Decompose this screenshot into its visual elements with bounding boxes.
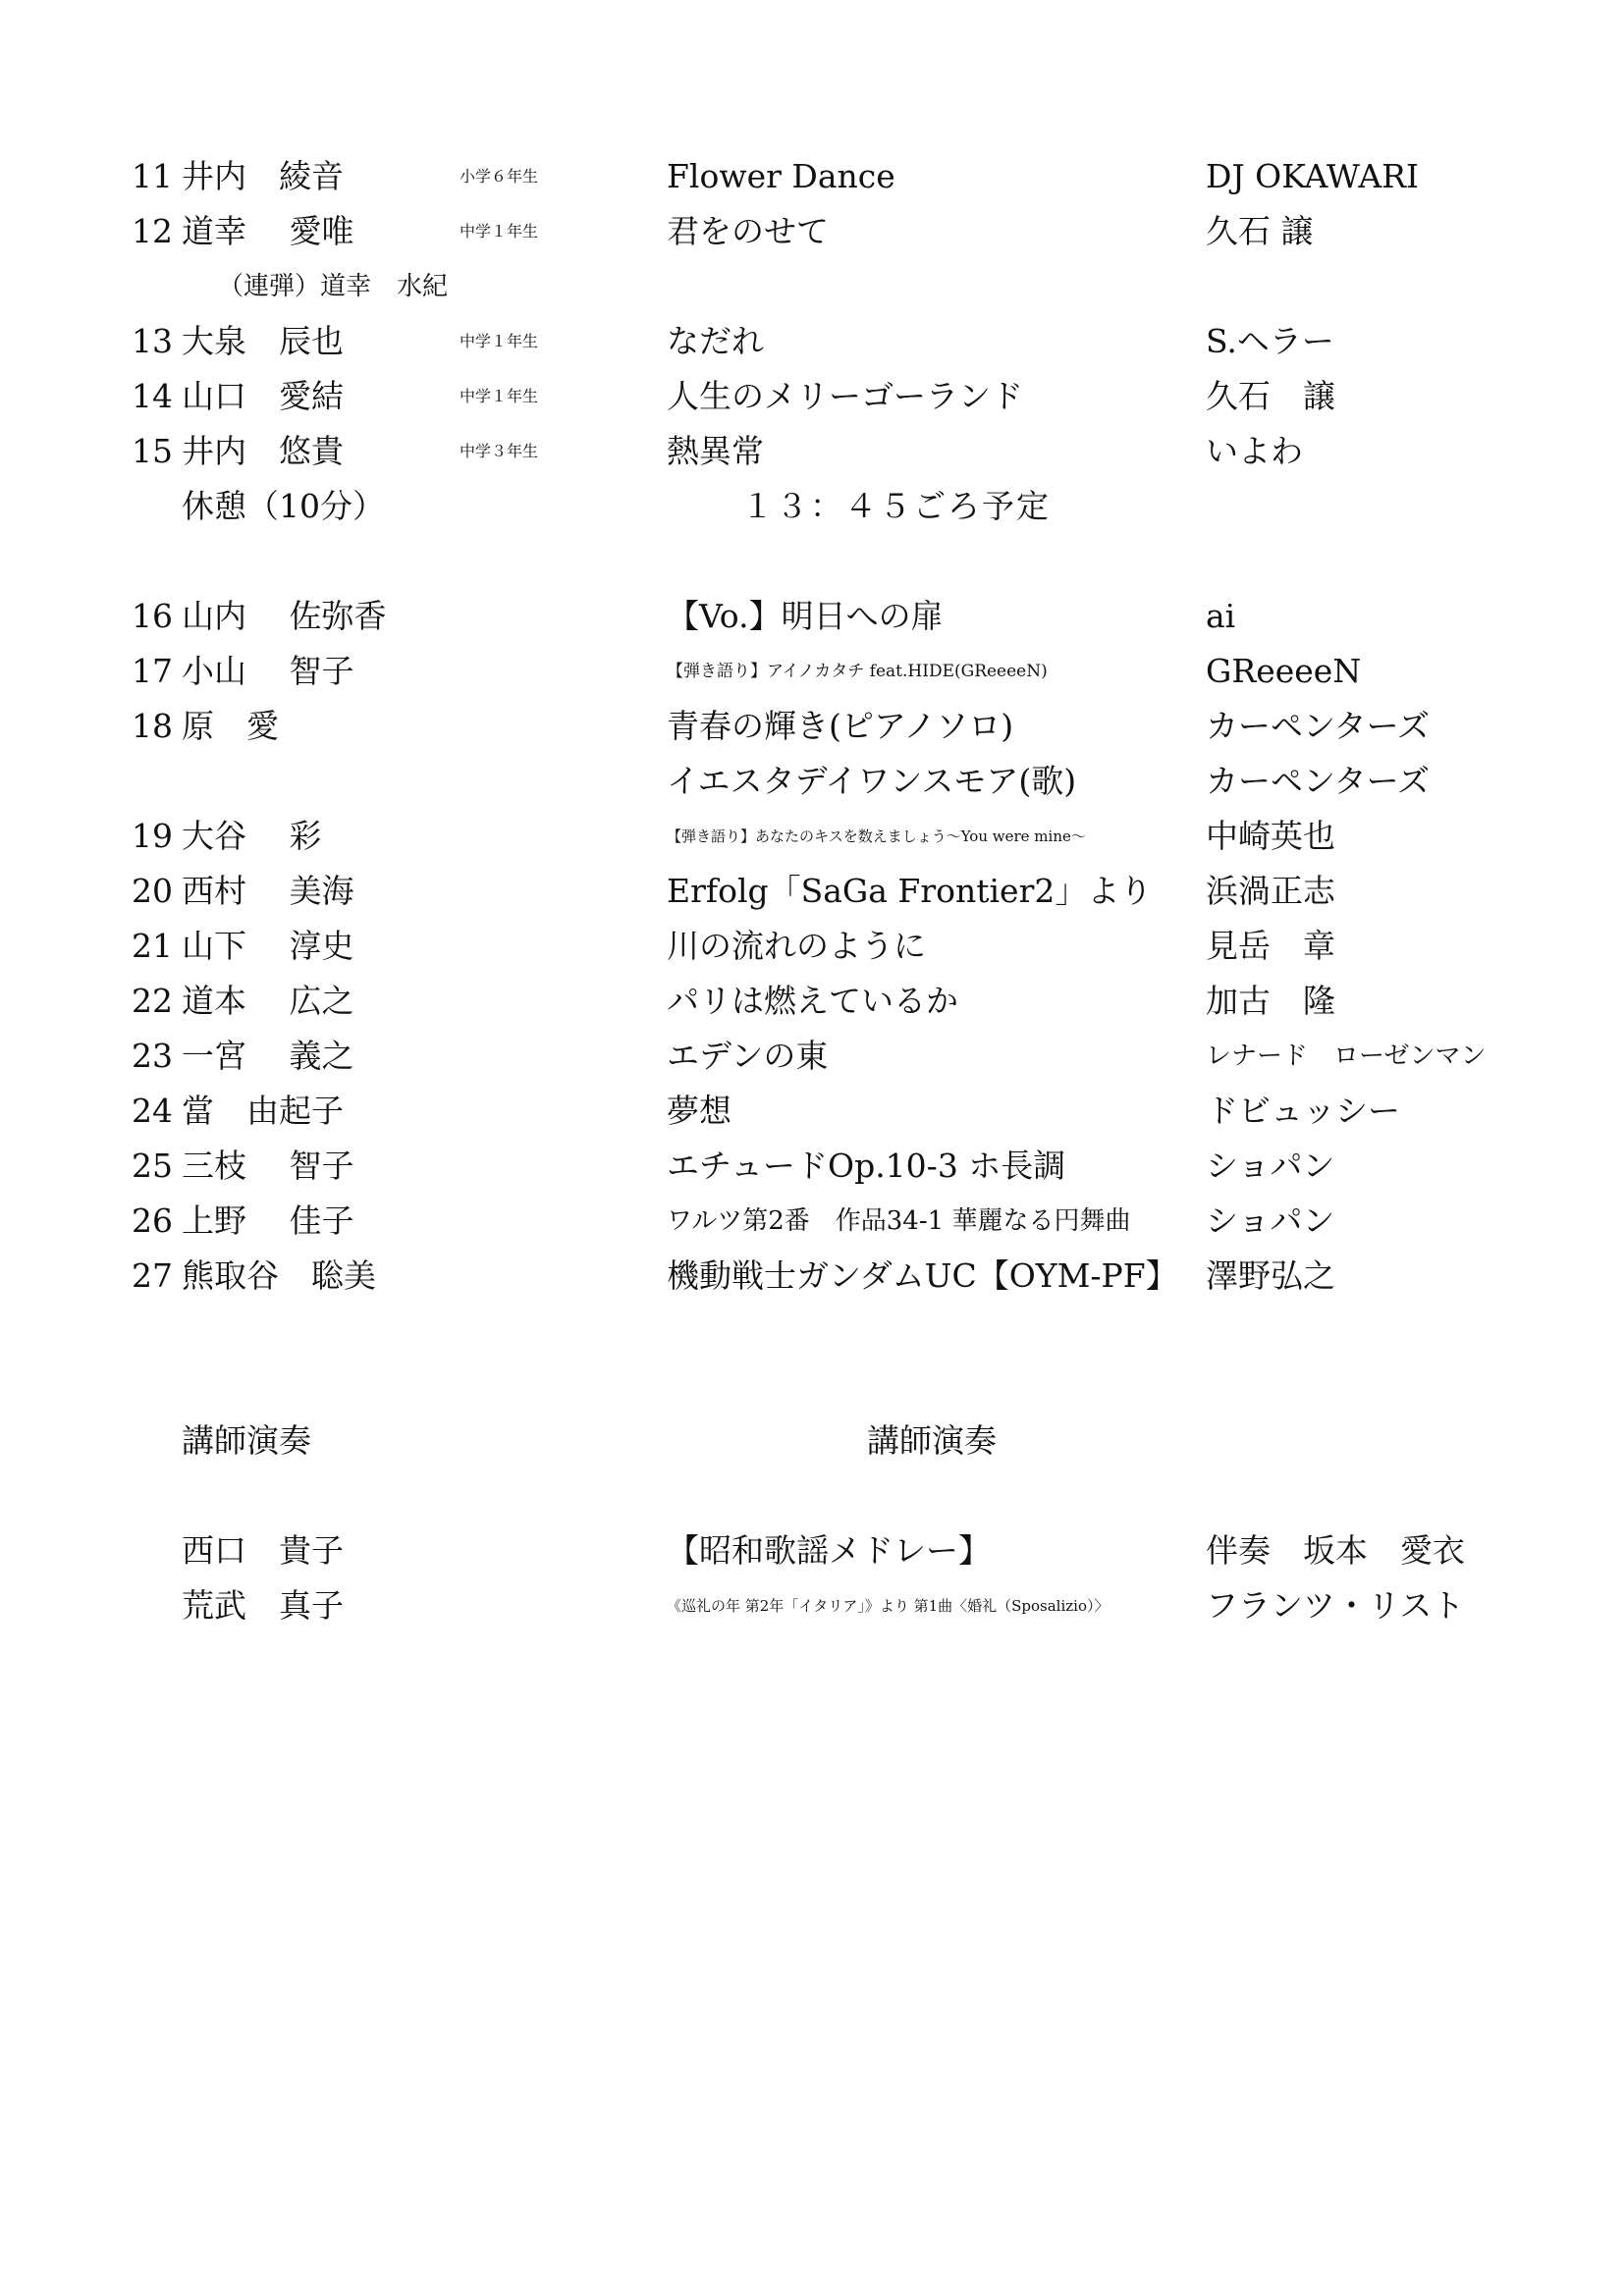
program-row <box>0 919 1624 974</box>
performance-number: 19 <box>132 817 173 855</box>
piece-title: 【弾き語り】あなたのキスを数えましょう〜You were mine〜 <box>667 828 1086 845</box>
performance-number: 16 <box>132 597 173 635</box>
composer: いよわ <box>1206 432 1303 470</box>
school-grade: 中学１年生 <box>460 222 539 240</box>
composer: レナード ローゼンマン <box>1206 1041 1487 1071</box>
performer-name: 三枝 智子 <box>182 1147 354 1185</box>
intermission-row <box>0 479 1624 534</box>
composer: カーペンターズ <box>1206 762 1431 800</box>
performer-name: 一宮 義之 <box>182 1037 354 1075</box>
composer: DJ OKAWARI <box>1206 157 1420 195</box>
duet-note-row <box>0 259 1624 314</box>
intermission-schedule: １３：４５ごろ予定 <box>741 487 1051 525</box>
program-row <box>0 864 1624 919</box>
performer-name: 井内 綾音 <box>182 157 344 195</box>
program-row <box>0 589 1624 644</box>
piece-title: 《巡礼の年 第2年「イタリア」》より 第1曲〈婚礼（Sposalizio）〉 <box>667 1597 1110 1615</box>
program-row <box>0 754 1624 809</box>
composer: 加古 隆 <box>1206 982 1335 1020</box>
performer-name: 山下 淳史 <box>182 927 354 965</box>
performance-number: 12 <box>132 212 173 250</box>
composer: 見岳 章 <box>1206 927 1335 965</box>
composer: S.ヘラー <box>1206 322 1334 360</box>
performer-name: 道幸 愛唯 <box>182 212 354 250</box>
composer: ai <box>1206 597 1236 635</box>
performance-number: 26 <box>132 1201 173 1240</box>
program-row <box>0 699 1624 754</box>
program-row <box>0 1194 1624 1249</box>
piece-title: 【昭和歌謡メドレー】 <box>667 1531 991 1570</box>
piece-title: Flower Dance <box>667 157 895 195</box>
composer: 澤野弘之 <box>1206 1256 1335 1295</box>
piece-title: 機動戦士ガンダムUC【OYM-PF】 <box>667 1256 1178 1295</box>
piece-title: 【弾き語り】アイノカタチ feat.HIDE(GReeeeN) <box>667 662 1048 681</box>
piece-title: 青春の輝き(ピアノソロ) <box>667 707 1014 745</box>
performer-name: 井内 悠貴 <box>182 432 344 470</box>
program-row <box>0 1249 1624 1304</box>
piece-title: 川の流れのように <box>667 927 926 965</box>
performance-number: 21 <box>132 927 173 965</box>
piece-title: パリは燃えているか <box>667 982 958 1020</box>
composer: GReeeeN <box>1206 652 1362 690</box>
composer: ショパン <box>1206 1201 1335 1240</box>
program-row <box>0 149 1624 204</box>
performer-name: 大泉 辰也 <box>182 322 344 360</box>
piece-title: なだれ <box>667 322 764 360</box>
school-grade: 中学１年生 <box>460 332 539 350</box>
piece-title: 【Vo.】明日への扉 <box>667 597 944 635</box>
performer-name: 山口 愛結 <box>182 377 344 415</box>
performance-number: 24 <box>132 1092 173 1130</box>
performer-name: 熊取谷 聡美 <box>182 1256 376 1295</box>
performer-name: 山内 佐弥香 <box>182 597 387 635</box>
performance-number: 25 <box>132 1147 173 1185</box>
teacher-name: 西口 貴子 <box>182 1531 344 1570</box>
school-grade: 中学３年生 <box>460 442 539 460</box>
teacher-heading-left: 講師演奏 <box>182 1421 311 1460</box>
performer-name: 上野 佳子 <box>182 1201 354 1240</box>
performance-number: 27 <box>132 1256 173 1295</box>
composer: 久石 譲 <box>1206 377 1335 415</box>
school-grade: 小学６年生 <box>460 167 539 186</box>
composer: 浜渦正志 <box>1206 872 1335 910</box>
program-row <box>0 809 1624 864</box>
performer-name: 道本 広之 <box>182 982 354 1020</box>
performer-name: 小山 智子 <box>182 652 354 690</box>
composer: フランツ・リスト <box>1206 1586 1465 1625</box>
composer: ドビュッシー <box>1206 1092 1400 1130</box>
teacher-heading-right: 講師演奏 <box>867 1421 997 1460</box>
performance-number: 17 <box>132 652 173 690</box>
performance-number: 18 <box>132 707 173 745</box>
piece-title: 夢想 <box>667 1092 731 1130</box>
program-row <box>0 644 1624 699</box>
performer-name: 大谷 彩 <box>182 817 322 855</box>
piece-title: エデンの東 <box>667 1037 829 1075</box>
composer: カーペンターズ <box>1206 707 1431 745</box>
piece-title: 君をのせて <box>667 212 829 250</box>
program-row <box>0 1139 1624 1194</box>
performer-name: 原 愛 <box>182 707 279 745</box>
program-row <box>0 204 1624 259</box>
program-row <box>0 1029 1624 1084</box>
intermission-label: 休憩（10分） <box>182 487 385 525</box>
piece-title: 熱異常 <box>667 432 764 470</box>
performance-number: 23 <box>132 1037 173 1075</box>
program-row <box>0 424 1624 479</box>
performance-number: 20 <box>132 872 173 910</box>
composer: 伴奏 坂本 愛衣 <box>1206 1531 1465 1570</box>
teacher-heading-row <box>0 1414 1624 1468</box>
school-grade: 中学１年生 <box>460 387 539 405</box>
composer: ショパン <box>1206 1147 1335 1185</box>
piece-title: ワルツ第2番 作品34-1 華麗なる円舞曲 <box>667 1206 1131 1236</box>
teacher-row <box>0 1523 1624 1578</box>
duet-partner: （連弾）道幸 水紀 <box>218 272 449 301</box>
performance-number: 14 <box>132 377 173 415</box>
program-row <box>0 974 1624 1029</box>
teacher-name: 荒武 真子 <box>182 1586 344 1625</box>
performance-number: 11 <box>132 157 173 195</box>
composer: 中崎英也 <box>1206 817 1335 855</box>
performance-number: 15 <box>132 432 173 470</box>
piece-title: イエスタデイワンスモア(歌) <box>667 762 1077 800</box>
piece-title: 人生のメリーゴーランド <box>667 377 1023 415</box>
piece-title: エチュードOp.10-3 ホ長調 <box>667 1147 1066 1185</box>
teacher-row <box>0 1578 1624 1633</box>
performer-name: 西村 美海 <box>182 872 354 910</box>
program-row <box>0 369 1624 424</box>
composer: 久石 譲 <box>1206 212 1314 250</box>
piece-title: Erfolg「SaGa Frontier2」より <box>667 872 1153 910</box>
program-row <box>0 1084 1624 1139</box>
performer-name: 當 由起子 <box>182 1092 344 1130</box>
program-row <box>0 314 1624 369</box>
performance-number: 22 <box>132 982 173 1020</box>
performance-number: 13 <box>132 322 173 360</box>
